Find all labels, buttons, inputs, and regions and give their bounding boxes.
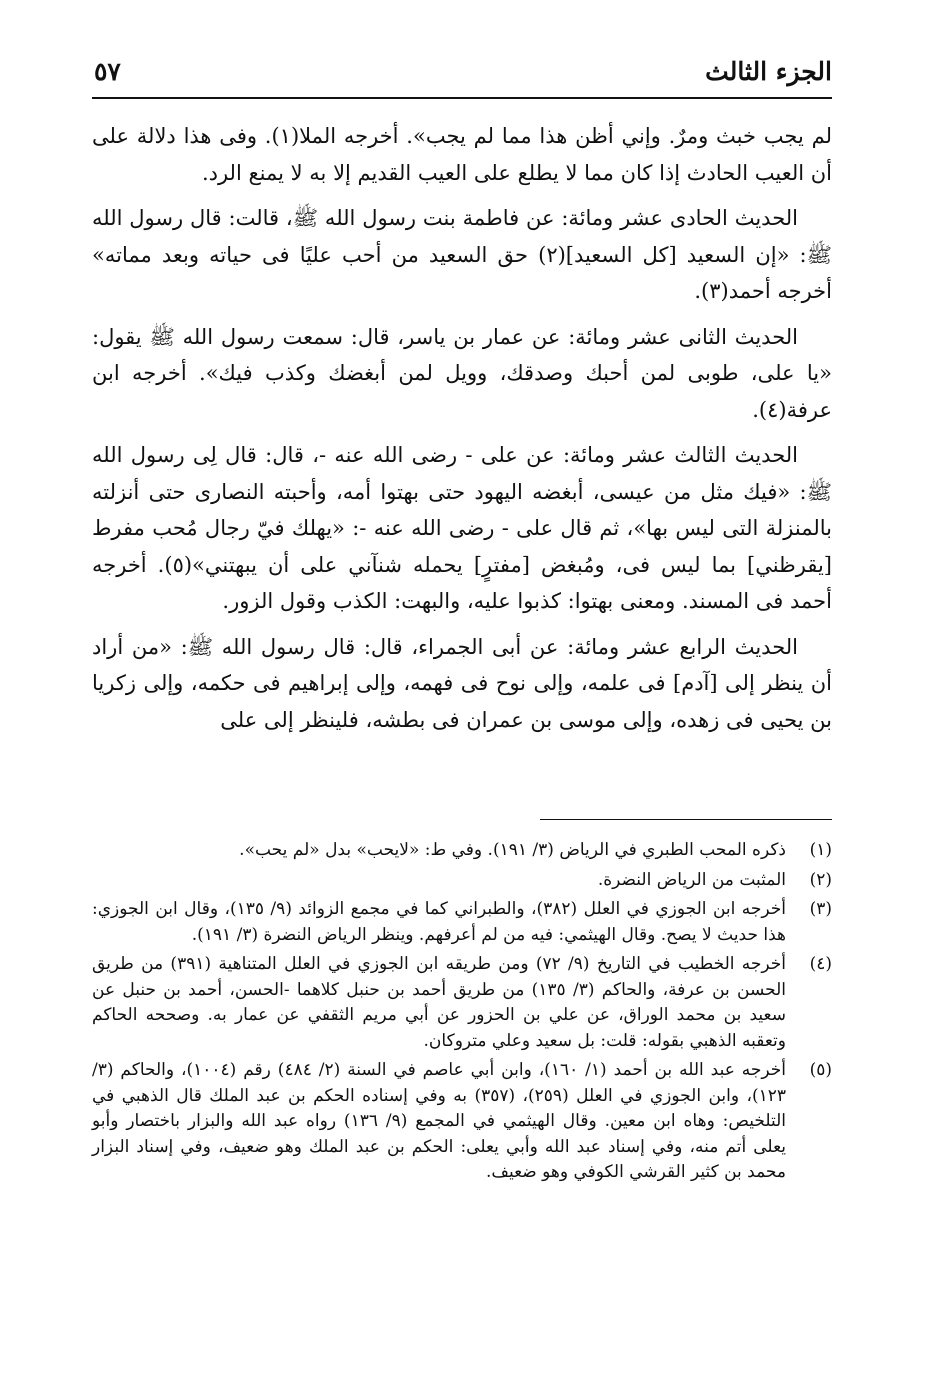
footnote — [92, 1058, 832, 1186]
page-number: ٥٧ — [94, 57, 121, 86]
footnote-text: المثبت من الرياض النضرة. — [597, 869, 786, 890]
footnote-number: (٥) — [809, 1060, 832, 1080]
footnote-number: (٢) — [809, 869, 832, 890]
paragraph: لم يجب خبث ومرٌ. وإني أظن هذا مما لم يجب». أخرجه الملا(١). وفى هذا دلالة على أن العيب الحادث إذا كان مما لا يطلع على العيب القديم إلا به لا يمنع الرد. — [92, 124, 833, 185]
footnote-text: أخرجه عبد الله بن أحمد (١/ ١٦٠)، وابن أبي عاصم في السنة (٢/ ٤٨٤) رقم (١٠٠٤)، والحاكم (٣/ ١٢٣)، وابن الجوزي في العلل (٢٥٩)، (٣٥٧) به وفي إسناده الحكم بن عبد الملك قال الذهبي في التلخيص: وهاه ابن معين. وقال الهيثمي في المجمع (٩/ ١٣٦) رواه عبد الله والبزار باختصار وأبو يعلى أتم منه، وفي إسناد عبد الله وأبي يعلى: الحكم بن عبد الملك وهو ضعيف، وفي إسناد البزار محمد بن كثير القرشي الكوفي وهو ضعيف. — [92, 1060, 787, 1182]
footnote-number: (٣) — [809, 899, 832, 919]
footnote — [92, 838, 832, 864]
footnote — [92, 868, 832, 894]
part-title: الجزء الثالث — [705, 57, 832, 86]
footnote-number: (١) — [809, 840, 832, 860]
header-divider — [92, 97, 832, 99]
footnote-divider — [540, 819, 832, 820]
footnote-text: ذكره المحب الطبري في الرياض (٣/ ١٩١). وفي ط: «لايحب» بدل «لم يحب». — [239, 840, 786, 860]
footnotes — [92, 838, 832, 1190]
paragraph: الحديث الثالث عشر ومائة: عن على - رضى الله عنه -، قال: قال لِى رسول الله ﷺ: «فيك مثل من عيسى، أبغضه اليهود حتى بهتوا أمه، وأحبته النصارى حتى أنزلته بالمنزلة التى ليس بها»، ثم قال على - رضى الله عنه -: «يهلك فيّ رجال مُحب مفرط [يقرظني] بما ليس فى، ومُبغض [مفترٍ] يحمله شنآني على أن يبهتني»(٥). أخرجه أحمد فى المسند. ومعنى بهتوا: كذبوا عليه، والبهت: الكذب وقول الزور. — [92, 443, 833, 613]
footnote — [92, 897, 832, 948]
page-header — [92, 55, 832, 95]
main-text — [92, 118, 832, 738]
paragraph: الحديث الثانى عشر ومائة: عن عمار بن ياسر، قال: سمعت رسول الله ﷺ يقول: «يا على، طوبى لمن أحبك وصدقك، وويل لمن أبغضك وكذب فيك». أخرجه ابن عرفة(٤). — [92, 324, 832, 422]
footnote-text: أخرجه الخطيب في التاريخ (٩/ ٧٢) ومن طريقه ابن الجوزي في العلل المتناهية (٣٩١) من طريق الحسن بن عرفة، والحاكم (٣/ ١٣٥) من طريق أحمد بن حنبل كلاهما -الحسن، أحمد بن حنبل عن سعيد بن محمد الوراق، عن علي بن الحزور عن أبي مريم الثقفي عن عمار به. وصححه الحاكم وتعقبه الذهبي بقوله: قلت: بل سعيد وعلي متروكان. — [92, 954, 787, 1051]
footnote — [92, 952, 832, 1054]
paragraph: الحديث الرابع عشر ومائة: عن أبى الجمراء، قال: قال رسول الله ﷺ: «من أراد أن ينظر إلى [آدم] فى علمه، وإلى نوح فى فهمه، وإلى إبراهيم فى حكمه، وإلى زكريا بن يحيى فى زهده، وإلى موسى بن عمران فى بطشه، فلينظر إلى على — [92, 634, 832, 732]
footnote-text: أخرجه ابن الجوزي في العلل (٣٨٢)، والطبراني كما في مجمع الزوائد (٩/ ١٣٥)، وقال ابن الجوزي: هذا حديث لا يصح. وقال الهيثمي: فيه من لم أعرفهم. وينظر الرياض النضرة (٣/ ١٩١). — [92, 899, 787, 945]
footnote-number: (٤) — [809, 954, 832, 974]
paragraph: الحديث الحادى عشر ومائة: عن فاطمة بنت رسول الله ﷺ، قالت: قال رسول الله ﷺ: «إن السعيد [كل السعيد](٢) حق السعيد من أحب عليًا فى حياته وبعد مماته» أخرجه أحمد(٣). — [92, 206, 832, 303]
